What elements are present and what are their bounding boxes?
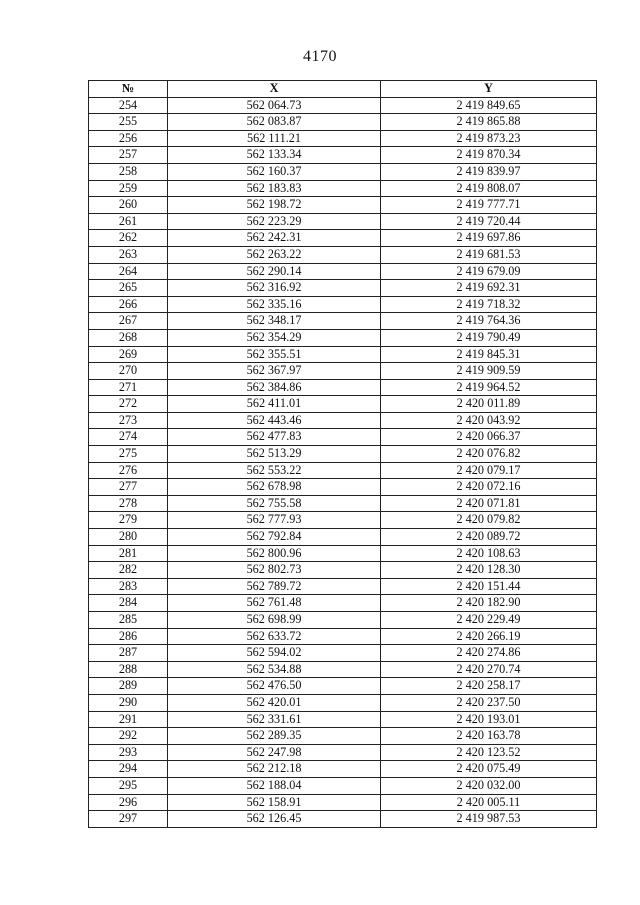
table-row xyxy=(89,246,597,263)
table-row xyxy=(89,578,597,595)
y-coordinate-cell: 2 420 229.49 xyxy=(381,612,597,629)
table-row xyxy=(89,429,597,446)
table-row xyxy=(89,645,597,662)
y-coordinate-cell: 2 420 071.81 xyxy=(381,495,597,512)
y-coordinate-cell: 2 419 720.44 xyxy=(381,213,597,230)
y-coordinate-cell: 2 420 258.17 xyxy=(381,678,597,695)
y-coordinate-cell: 2 420 163.78 xyxy=(381,728,597,745)
point-number-cell: 286 xyxy=(89,628,168,645)
x-coordinate-cell: 562 789.72 xyxy=(168,578,381,595)
y-coordinate-cell: 2 420 043.92 xyxy=(381,412,597,429)
x-coordinate-cell: 562 183.83 xyxy=(168,180,381,197)
point-number-cell: 295 xyxy=(89,777,168,794)
point-number-cell: 271 xyxy=(89,379,168,396)
x-coordinate-cell: 562 384.86 xyxy=(168,379,381,396)
point-number-cell: 279 xyxy=(89,512,168,529)
y-coordinate-cell: 2 420 270.74 xyxy=(381,661,597,678)
point-number-cell: 265 xyxy=(89,280,168,297)
table-row xyxy=(89,595,597,612)
x-coordinate-cell: 562 355.51 xyxy=(168,346,381,363)
point-number-cell: 287 xyxy=(89,645,168,662)
point-number-cell: 289 xyxy=(89,678,168,695)
x-coordinate-cell: 562 133.34 xyxy=(168,147,381,164)
point-number-cell: 268 xyxy=(89,329,168,346)
table-row xyxy=(89,512,597,529)
x-coordinate-cell: 562 160.37 xyxy=(168,163,381,180)
x-coordinate-cell: 562 367.97 xyxy=(168,363,381,380)
point-number-cell: 254 xyxy=(89,97,168,114)
x-coordinate-cell: 562 316.92 xyxy=(168,280,381,297)
point-number-cell: 258 xyxy=(89,163,168,180)
coordinates-table xyxy=(88,80,597,828)
point-number-cell: 278 xyxy=(89,495,168,512)
table-row xyxy=(89,661,597,678)
y-coordinate-cell: 2 419 790.49 xyxy=(381,329,597,346)
x-coordinate-cell: 562 594.02 xyxy=(168,645,381,662)
y-coordinate-cell: 2 420 108.63 xyxy=(381,545,597,562)
point-number-cell: 290 xyxy=(89,694,168,711)
y-coordinate-cell: 2 419 679.09 xyxy=(381,263,597,280)
x-coordinate-cell: 562 263.22 xyxy=(168,246,381,263)
y-coordinate-cell: 2 420 151.44 xyxy=(381,578,597,595)
point-number-cell: 272 xyxy=(89,396,168,413)
x-coordinate-cell: 562 698.99 xyxy=(168,612,381,629)
table-row xyxy=(89,529,597,546)
y-coordinate-cell: 2 419 718.32 xyxy=(381,296,597,313)
table-header xyxy=(89,81,597,98)
point-number-cell: 275 xyxy=(89,446,168,463)
x-coordinate-cell: 562 800.96 xyxy=(168,545,381,562)
point-number-cell: 264 xyxy=(89,263,168,280)
y-coordinate-cell: 2 419 870.34 xyxy=(381,147,597,164)
x-coordinate-cell: 562 792.84 xyxy=(168,529,381,546)
y-coordinate-cell: 2 420 182.90 xyxy=(381,595,597,612)
table-row xyxy=(89,197,597,214)
table-row xyxy=(89,130,597,147)
table-row xyxy=(89,446,597,463)
table-row xyxy=(89,462,597,479)
x-coordinate-cell: 562 411.01 xyxy=(168,396,381,413)
table-row xyxy=(89,346,597,363)
point-number-cell: 284 xyxy=(89,595,168,612)
table-row xyxy=(89,744,597,761)
table-row xyxy=(89,794,597,811)
table-row xyxy=(89,280,597,297)
table-row xyxy=(89,147,597,164)
table-row xyxy=(89,329,597,346)
x-coordinate-cell: 562 348.17 xyxy=(168,313,381,330)
point-number-cell: 294 xyxy=(89,761,168,778)
point-number-cell: 270 xyxy=(89,363,168,380)
x-coordinate-cell: 562 331.61 xyxy=(168,711,381,728)
y-coordinate-cell: 2 420 066.37 xyxy=(381,429,597,446)
point-number-cell: 274 xyxy=(89,429,168,446)
column-header-number: № xyxy=(89,81,168,98)
y-coordinate-cell: 2 420 075.49 xyxy=(381,761,597,778)
header-row xyxy=(89,81,597,98)
x-coordinate-cell: 562 111.21 xyxy=(168,130,381,147)
point-number-cell: 292 xyxy=(89,728,168,745)
y-coordinate-cell: 2 420 072.16 xyxy=(381,479,597,496)
y-coordinate-cell: 2 420 266.19 xyxy=(381,628,597,645)
y-coordinate-cell: 2 419 681.53 xyxy=(381,246,597,263)
y-coordinate-cell: 2 420 237.50 xyxy=(381,694,597,711)
x-coordinate-cell: 562 477.83 xyxy=(168,429,381,446)
y-coordinate-cell: 2 419 764.36 xyxy=(381,313,597,330)
table-row xyxy=(89,230,597,247)
table-row xyxy=(89,313,597,330)
y-coordinate-cell: 2 420 089.72 xyxy=(381,529,597,546)
table-row xyxy=(89,396,597,413)
y-coordinate-cell: 2 420 005.11 xyxy=(381,794,597,811)
y-coordinate-cell: 2 419 692.31 xyxy=(381,280,597,297)
x-coordinate-cell: 562 198.72 xyxy=(168,197,381,214)
point-number-cell: 277 xyxy=(89,479,168,496)
y-coordinate-cell: 2 420 128.30 xyxy=(381,562,597,579)
point-number-cell: 255 xyxy=(89,114,168,131)
x-coordinate-cell: 562 513.29 xyxy=(168,446,381,463)
table-row xyxy=(89,97,597,114)
point-number-cell: 281 xyxy=(89,545,168,562)
x-coordinate-cell: 562 212.18 xyxy=(168,761,381,778)
point-number-cell: 266 xyxy=(89,296,168,313)
table-row xyxy=(89,412,597,429)
y-coordinate-cell: 2 419 909.59 xyxy=(381,363,597,380)
x-coordinate-cell: 562 420.01 xyxy=(168,694,381,711)
y-coordinate-cell: 2 419 777.71 xyxy=(381,197,597,214)
point-number-cell: 259 xyxy=(89,180,168,197)
point-number-cell: 282 xyxy=(89,562,168,579)
point-number-cell: 267 xyxy=(89,313,168,330)
table-row xyxy=(89,114,597,131)
table-row xyxy=(89,628,597,645)
point-number-cell: 280 xyxy=(89,529,168,546)
table-row xyxy=(89,296,597,313)
table-row xyxy=(89,761,597,778)
x-coordinate-cell: 562 158.91 xyxy=(168,794,381,811)
point-number-cell: 288 xyxy=(89,661,168,678)
table-row xyxy=(89,777,597,794)
table-row xyxy=(89,180,597,197)
x-coordinate-cell: 562 289.35 xyxy=(168,728,381,745)
table-row xyxy=(89,728,597,745)
table-row xyxy=(89,545,597,562)
table-row xyxy=(89,379,597,396)
y-coordinate-cell: 2 420 032.00 xyxy=(381,777,597,794)
x-coordinate-cell: 562 247.98 xyxy=(168,744,381,761)
table-row xyxy=(89,811,597,828)
y-coordinate-cell: 2 419 987.53 xyxy=(381,811,597,828)
table-body xyxy=(89,97,597,827)
point-number-cell: 291 xyxy=(89,711,168,728)
y-coordinate-cell: 2 420 076.82 xyxy=(381,446,597,463)
y-coordinate-cell: 2 420 123.52 xyxy=(381,744,597,761)
point-number-cell: 260 xyxy=(89,197,168,214)
x-coordinate-cell: 562 188.04 xyxy=(168,777,381,794)
point-number-cell: 296 xyxy=(89,794,168,811)
point-number-cell: 261 xyxy=(89,213,168,230)
point-number-cell: 262 xyxy=(89,230,168,247)
table-row xyxy=(89,711,597,728)
y-coordinate-cell: 2 419 845.31 xyxy=(381,346,597,363)
y-coordinate-cell: 2 420 193.01 xyxy=(381,711,597,728)
point-number-cell: 283 xyxy=(89,578,168,595)
x-coordinate-cell: 562 755.58 xyxy=(168,495,381,512)
table-row xyxy=(89,612,597,629)
y-coordinate-cell: 2 420 079.82 xyxy=(381,512,597,529)
point-number-cell: 256 xyxy=(89,130,168,147)
table-row xyxy=(89,562,597,579)
x-coordinate-cell: 562 678.98 xyxy=(168,479,381,496)
table-row xyxy=(89,495,597,512)
point-number-cell: 297 xyxy=(89,811,168,828)
y-coordinate-cell: 2 420 011.89 xyxy=(381,396,597,413)
table-row xyxy=(89,479,597,496)
x-coordinate-cell: 562 083.87 xyxy=(168,114,381,131)
x-coordinate-cell: 562 064.73 xyxy=(168,97,381,114)
point-number-cell: 273 xyxy=(89,412,168,429)
y-coordinate-cell: 2 420 274.86 xyxy=(381,645,597,662)
y-coordinate-cell: 2 419 964.52 xyxy=(381,379,597,396)
page-number: 4170 xyxy=(303,48,337,65)
y-coordinate-cell: 2 419 697.86 xyxy=(381,230,597,247)
x-coordinate-cell: 562 443.46 xyxy=(168,412,381,429)
table-row xyxy=(89,263,597,280)
table-row xyxy=(89,694,597,711)
y-coordinate-cell: 2 419 808.07 xyxy=(381,180,597,197)
point-number-cell: 285 xyxy=(89,612,168,629)
point-number-cell: 269 xyxy=(89,346,168,363)
x-coordinate-cell: 562 354.29 xyxy=(168,329,381,346)
point-number-cell: 293 xyxy=(89,744,168,761)
column-header-x: X xyxy=(168,81,381,98)
y-coordinate-cell: 2 419 873.23 xyxy=(381,130,597,147)
x-coordinate-cell: 562 761.48 xyxy=(168,595,381,612)
column-header-y: Y xyxy=(381,81,597,98)
y-coordinate-cell: 2 419 839.97 xyxy=(381,163,597,180)
table-row xyxy=(89,678,597,695)
y-coordinate-cell: 2 420 079.17 xyxy=(381,462,597,479)
x-coordinate-cell: 562 553.22 xyxy=(168,462,381,479)
x-coordinate-cell: 562 242.31 xyxy=(168,230,381,247)
table-row xyxy=(89,213,597,230)
y-coordinate-cell: 2 419 865.88 xyxy=(381,114,597,131)
point-number-cell: 263 xyxy=(89,246,168,263)
point-number-cell: 276 xyxy=(89,462,168,479)
x-coordinate-cell: 562 777.93 xyxy=(168,512,381,529)
x-coordinate-cell: 562 223.29 xyxy=(168,213,381,230)
table-row xyxy=(89,363,597,380)
x-coordinate-cell: 562 534.88 xyxy=(168,661,381,678)
point-number-cell: 257 xyxy=(89,147,168,164)
table-row xyxy=(89,163,597,180)
x-coordinate-cell: 562 802.73 xyxy=(168,562,381,579)
x-coordinate-cell: 562 476.50 xyxy=(168,678,381,695)
x-coordinate-cell: 562 126.45 xyxy=(168,811,381,828)
x-coordinate-cell: 562 335.16 xyxy=(168,296,381,313)
x-coordinate-cell: 562 633.72 xyxy=(168,628,381,645)
x-coordinate-cell: 562 290.14 xyxy=(168,263,381,280)
y-coordinate-cell: 2 419 849.65 xyxy=(381,97,597,114)
